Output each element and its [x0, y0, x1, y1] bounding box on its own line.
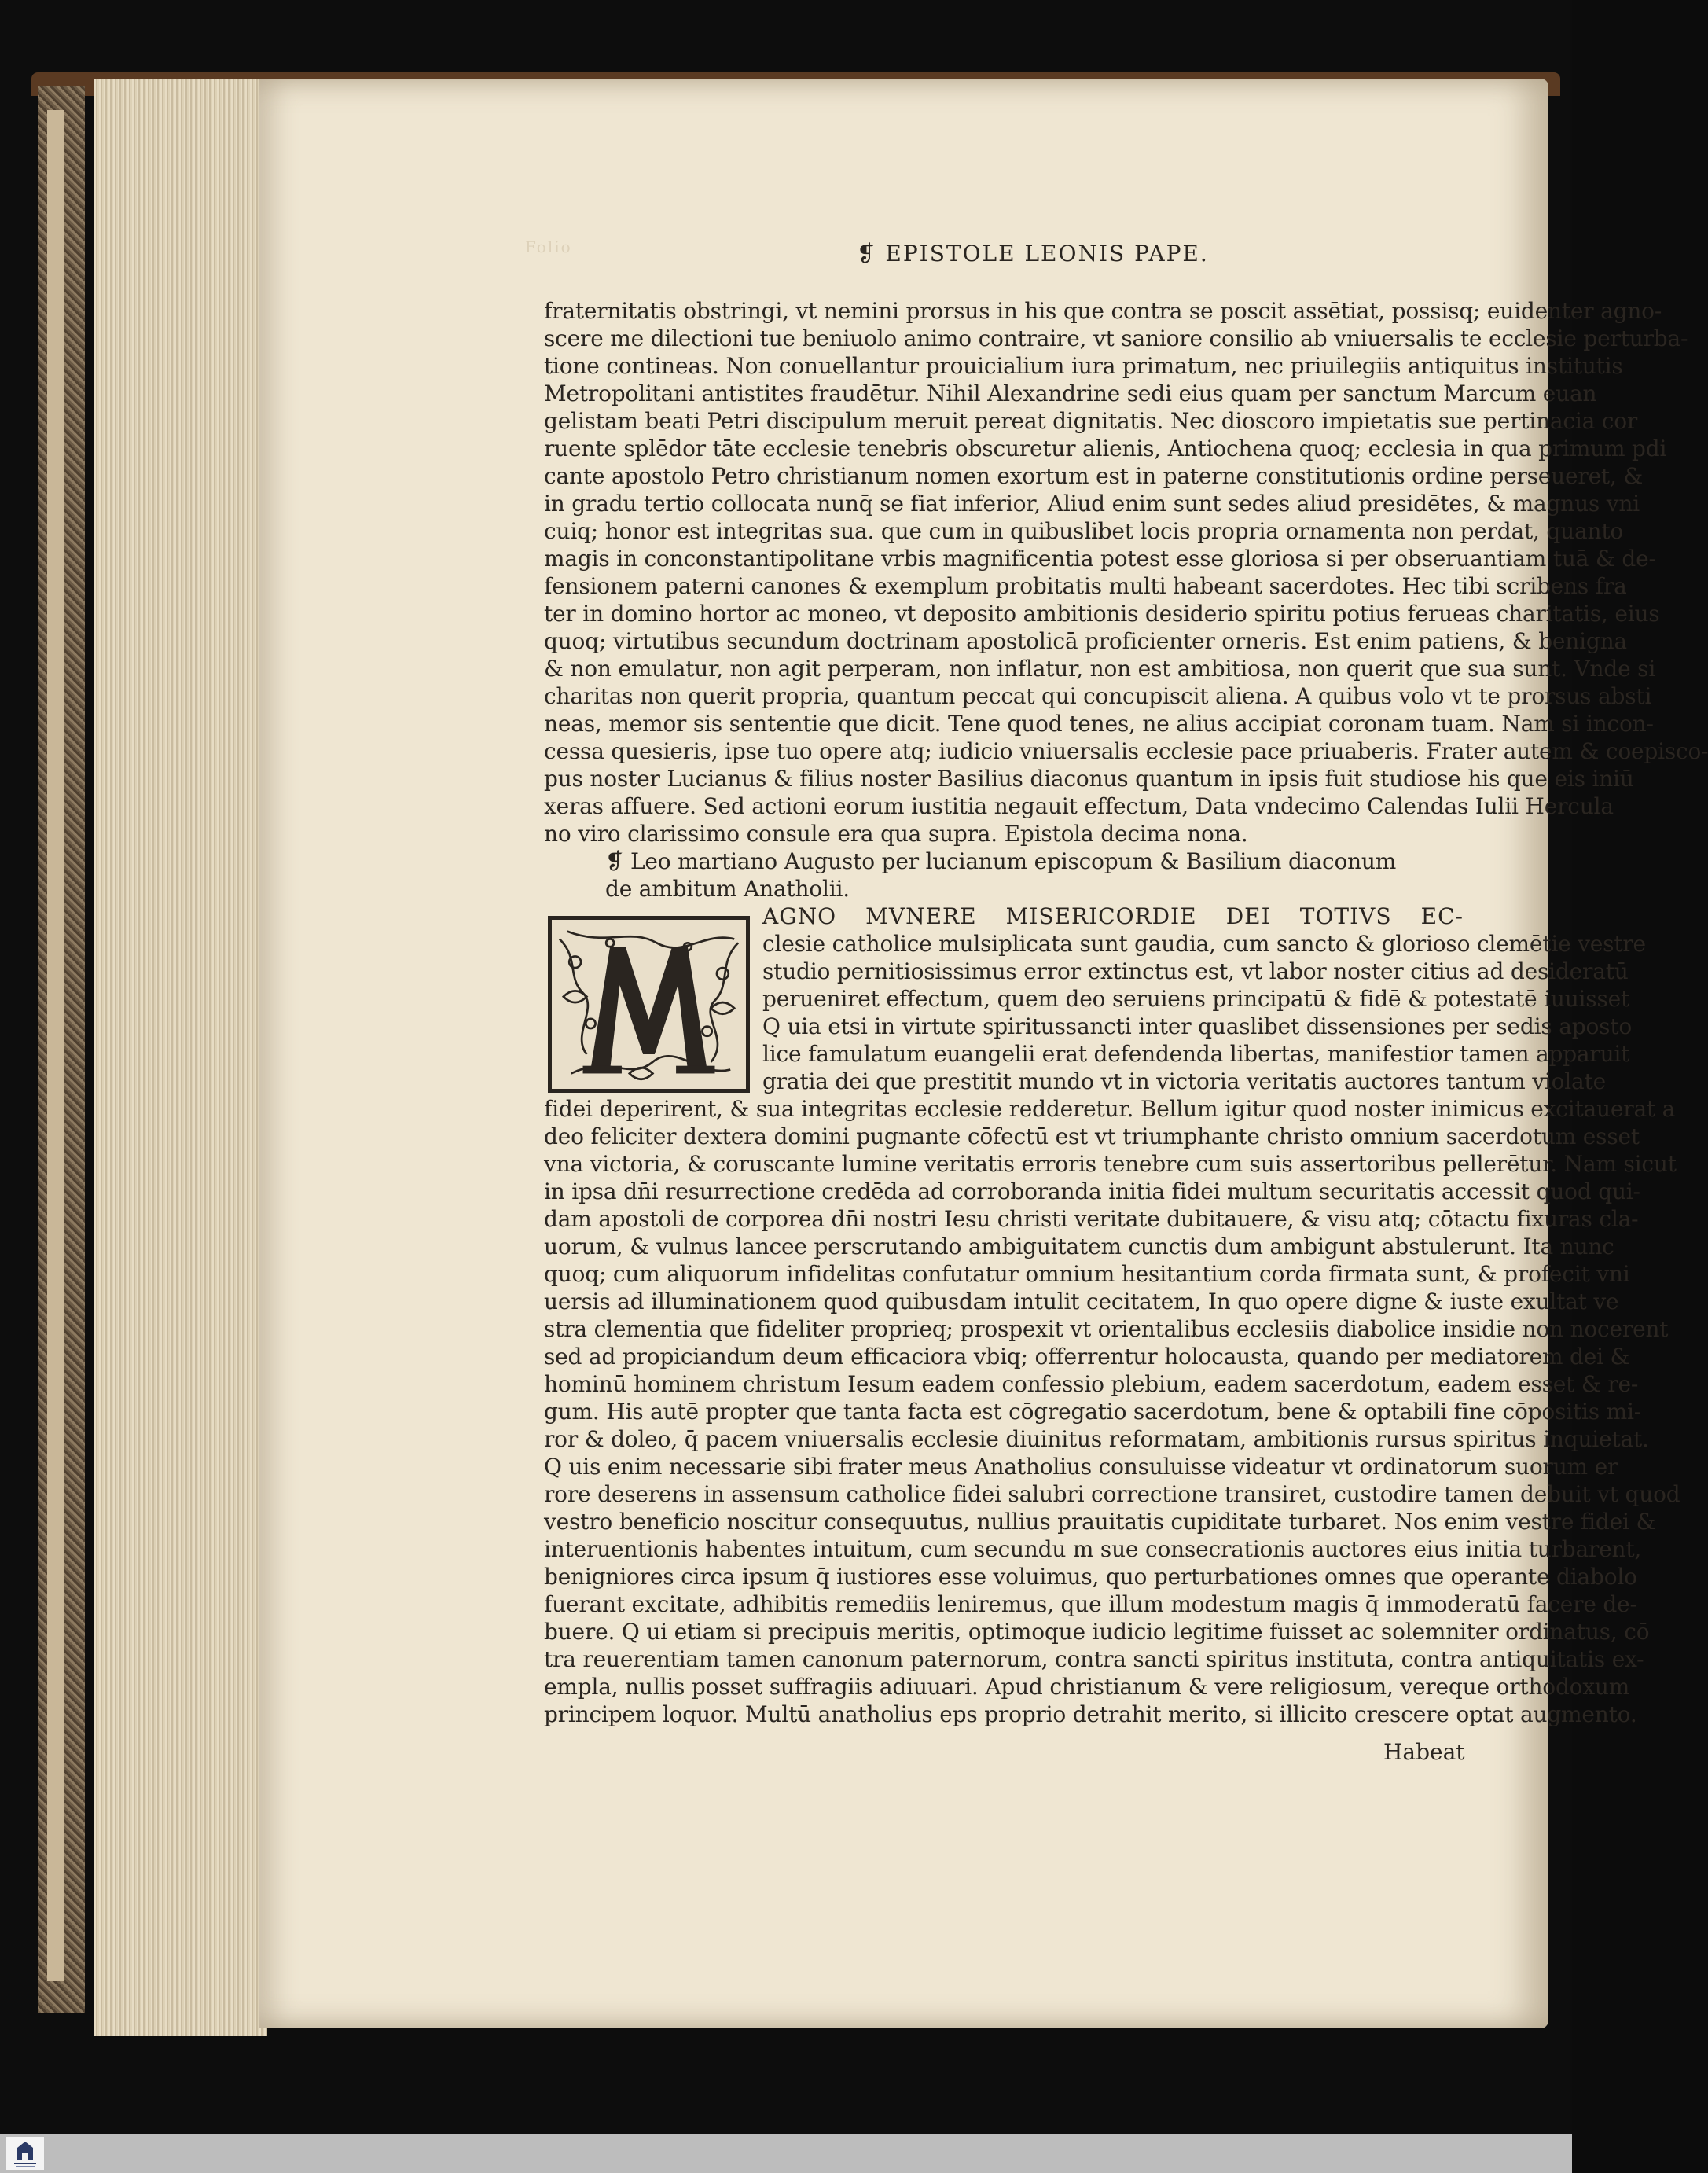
text-line: in ipsa dn̄i resurrectione credēda ad corroboranda initia fidei multum securitatis accessit quod qui-	[544, 1178, 1640, 1204]
text-line: interuentionis habentes intuitum, cum secundu m sue consecrationis auctores eius initia turbarent,	[544, 1536, 1642, 1562]
text-line: dam apostoli de corporea dn̄i nostri Iesu christi veritate dubitauere, & visu atq; cōtactu fixuras cla-	[544, 1206, 1639, 1232]
text-line: quoq; cum aliquorum infidelitas confutatur omnium hesitantium corda firmata sunt, & profecit vni	[544, 1261, 1630, 1287]
text-line: magis in conconstantipolitane vrbis magnificentia potest esse gloriosa si per obseruantiam tuā & de-	[544, 546, 1656, 572]
text-line: fensionem paterni canones & exemplum probitatis multi habeant sacerdotes. Hec tibi scribens fra	[544, 573, 1627, 599]
text-line: fraternitatis obstringi, vt nemini prorsus in his que contra se poscit assētiat, possisq; euidenter agno-	[544, 298, 1662, 324]
text-line: buere. Q ui etiam si precipuis meritis, optimoque iudicio legitime fuisset ac solemniter ordinatus, cō	[544, 1619, 1650, 1645]
text-line: benigniores circa ipsum q̄ iustiores esse voluimus, quo perturbationes omnes que operante diabolo	[544, 1564, 1637, 1590]
text-line: lice famulatum euangelii erat defendenda libertas, manifestior tamen apparuit	[762, 1041, 1630, 1067]
text-line: & non emulatur, non agit perperam, non inflatur, non est ambitiosa, non querit que sua sunt. Vnde si	[544, 656, 1656, 682]
text-line: scere me dilectioni tue beniuolo animo contraire, vt saniore consilio ab vniuersalis te ecclesie perturba-	[544, 325, 1688, 351]
text-line: sed ad propiciandum deum efficaciora vbiq; offerrentur holocausta, quando per mediatorem dei &	[544, 1344, 1630, 1370]
text-line: neas, memor sis sententie que dicit. Tene quod tenes, ne alius accipiat coronam tuam. Nam si incon-	[544, 711, 1654, 737]
text-line: quoq; virtutibus secundum doctrinam apostolicā proficienter orneris. Est enim patiens, & benigna	[544, 628, 1627, 654]
text-line: ruente splēdor tāte ecclesie tenebris obscuretur alienis, Antiochena quoq; ecclesia in qua primum pdi	[544, 436, 1667, 461]
text-line: Q uia etsi in virtute spiritussancti inter quaslibet dissensiones per sedis aposto	[762, 1013, 1633, 1039]
text-line: vestro beneficio noscitur consequutus, nullius prauitatis cupiditate turbaret. Nos enim vestre fidei &	[544, 1509, 1656, 1535]
text-line: Q uis enim necessarie sibi frater meus Anatholius consuluisse videatur vt ordinatorum suorum er	[544, 1454, 1618, 1480]
text-line: charitas non querit propria, quantum peccat qui concupiscit aliena. A quibus volo vt te prorsus absti	[544, 683, 1652, 709]
running-head	[857, 241, 1209, 267]
page-edges	[94, 79, 267, 2036]
text-line: rore deserens in assensum catholice fidei salubri correctione transiret, custodire tamen debuit vt quod	[544, 1481, 1680, 1507]
text-line: ror & doleo, q̄ pacem vniuersalis ecclesie diuinitus reformatam, ambitionis rursus spiritus inquietat.	[544, 1426, 1649, 1452]
viewer-footer-bar	[0, 2134, 1572, 2173]
text-line: no viro clarissimo consule era qua supra. Epistola decima nona.	[544, 821, 1248, 847]
decorated-initial-m	[548, 916, 750, 1093]
text-line: in gradu tertio collocata nunq̄ se fiat inferior, Aliud enim sunt sedes aliud presidētes, & magnus vni	[544, 491, 1640, 517]
text-line: perueniret effectum, quem deo seruiens principatū & fidē & potestatē iuuisset	[762, 986, 1630, 1012]
text-line: Metropolitani antistites fraudētur. Nihil Alexandrine sedi eius quam per sanctum Marcum euan	[544, 381, 1597, 406]
text-line: uorum, & vulnus lancee perscrutando ambiguitatem cunctis dum ambigunt abstulerunt. Ita nunc	[544, 1234, 1614, 1259]
text-line: fuerant excitate, adhibitis remediis leniremus, que illum modestum magis q̄ immoderatū facere de-	[544, 1591, 1637, 1617]
text-line: gelistam beati Petri discipulum meruit pereat dignitatis. Nec dioscoro impietatis sue pertinacia cor	[544, 408, 1638, 434]
text-line: tra reuerentiam tamen canonum paternorum, contra sancti spiritus instituta, contra antiquitatis ex-	[544, 1646, 1644, 1672]
library-logo-icon	[6, 2137, 44, 2170]
text-line: cuiq; honor est integritas sua. que cum in quibuslibet locis propria ornamenta non perdat, quanto	[544, 518, 1624, 544]
text-line: principem loquor. Multū anatholius eps proprio detrahit merito, si illicito crescere optat augmento.	[544, 1701, 1637, 1727]
text-line: gratia dei que prestitit mundo vt in victoria veritatis auctores tantum violate	[762, 1068, 1606, 1094]
show-through-text: Folio	[525, 237, 572, 256]
catchword: Habeat	[1383, 1739, 1465, 1765]
text-line: hominū hominem christum Iesum eadem confessio plebium, eadem sacerdotum, eadem esset & re-	[544, 1371, 1639, 1397]
text-line: uersis ad illuminationem quod quibusdam intulit cecitatem, In quo opere digne & iuste exultat ve	[544, 1289, 1619, 1314]
text-line: ter in domino hortor ac moneo, vt deposito ambitionis desiderio spiritu potius ferueas charitatis, eius	[544, 601, 1660, 627]
text-line: xeras affuere. Sed actioni eorum iustitia negauit effectum, Data vndecimo Calendas Iulii Hercula	[544, 793, 1614, 819]
text-line: empla, nullis posset suffragiis adiuuari. Apud christianum & vere religiosum, vereque orthodoxum	[544, 1674, 1630, 1700]
text-line-capitals: AGNO MVNERE MISERICORDIE DEI TOTIVS EC-	[762, 903, 1464, 929]
text-line: cessa quesieris, ipse tuo opere atq; iudicio vniuersalis ecclesie pace priuaberis. Frater autem & coepisco-	[544, 738, 1708, 764]
text-line: pus noster Lucianus & filius noster Basilius diaconus quantum in ipsis fuit studiose his que eis iniū	[544, 766, 1634, 792]
text-line: studio pernitiosissimus error extinctus est, vt labor noster citius ad desideratū	[762, 958, 1629, 984]
text-line: fidei deperirent, & sua integritas ecclesie redderetur. Bellum igitur quod noster inimicus excitauerat a	[544, 1096, 1676, 1122]
text-line: stra clementia que fideliter proprieq; prospexit vt orientalibus ecclesiis diabolice insidie non nocerent	[544, 1316, 1669, 1342]
letter-heading: de ambitum Anatholii.	[605, 876, 850, 902]
text-line: vna victoria, & coruscante lumine veritatis erroris tenebre cum suis assertoribus pellerētur. Nam sicut	[544, 1151, 1677, 1177]
running-head-text: EPISTOLE LEONIS PAPE.	[885, 241, 1209, 267]
text-line: cante apostolo Petro christianum nomen exortum est in paterne constitutionis ordine perseueret, &	[544, 463, 1644, 489]
text-line: deo feliciter dextera domini pugnante cōfectū est vt triumphante christo omnium sacerdotum esset	[544, 1123, 1640, 1149]
paragraph-mark-icon: ❡	[857, 241, 877, 267]
text-line: tione contineas. Non conuellantur prouicialium iura primatum, nec priuilegiis antiquitus institutis	[544, 353, 1623, 379]
text-line: gum. His autē propter que tanta facta est cōgregatio sacerdotum, bene & optabili fine cōpositis mi-	[544, 1399, 1641, 1425]
text-line: clesie catholice mulsiplicata sunt gaudia, cum sancto & glorioso clemētie vestre	[762, 931, 1646, 957]
book-cover-edge	[47, 110, 64, 1981]
letter-heading: ❡ Leo martiano Augusto per lucianum episcopum & Basilium diaconum	[605, 848, 1397, 874]
